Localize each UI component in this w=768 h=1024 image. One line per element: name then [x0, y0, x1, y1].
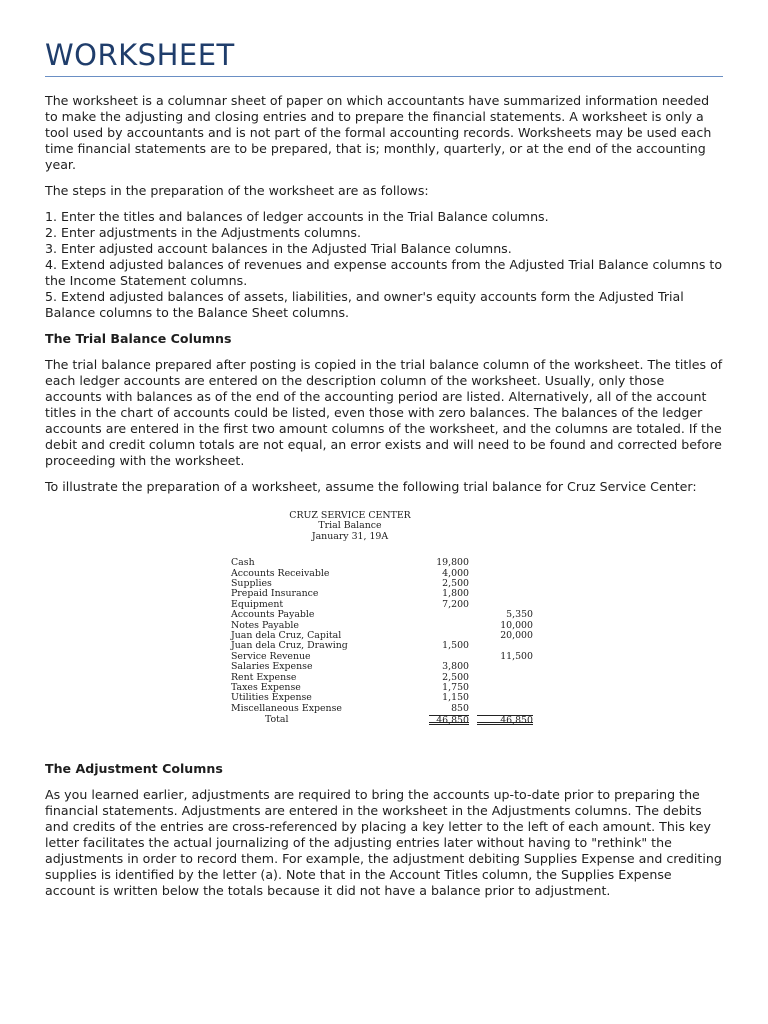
account-cell: Cash — [231, 557, 255, 569]
credit-cell — [469, 673, 533, 683]
credit-cell: 20,000 — [500, 629, 533, 641]
intro-paragraph: The worksheet is a columnar sheet of paper on which accountants have summarized information needed to make the adjusting and closing entries and to prepare the financial statements. A worksheet is only a tool used by accountants and is not part of the formal accounting records. Worksheets may be used each time financial statements are to be prepared, that is; monthly, quarterly, or at the end of the accounting year. — [45, 93, 712, 172]
trial-balance-rows — [231, 558, 541, 714]
steps-list — [45, 209, 723, 321]
credit-cell: 10,000 — [500, 619, 533, 631]
credit-cell — [469, 693, 533, 703]
debit-cell: 7,200 — [442, 598, 469, 610]
trial-balance-header — [195, 511, 505, 542]
adjustments-paragraph: As you learned earlier, adjustments are required to bring the accounts up-to-date prior to preparing the financial statements. Adjustments are entered in the worksheet in the Adjustments columns. The debits and credits of the entries are cross-referenced by placing a key letter to the left of each amount. This key letter facilitates the actual journalizing of the adjusting entries later without having to "rethink" the adjustments in order to record them. For example, the adjustment debiting Supplies Expense and crediting supplies is identified by the letter (a). Note that in the Account Titles column, the Supplies Expense account is written below the totals because it did not have a balance prior to adjustment. — [45, 787, 722, 898]
trial-balance-paragraph: The trial balance prepared after posting is copied in the trial balance column of the worksheet. The titles of each ledger accounts are entered on the description column of the worksheet. Usually, only those accounts with balances as of the end of the accounting period are listed. Alternatively, all of the account titles in the chart of accounts could be listed, even those with zero balances. The balances of the ledger accounts are entered in the first two amount columns of the worksheet, and the columns are totaled. If the debit and credit column totals are not equal, an error exists and will need to be found and corrected before proceeding with the worksheet. — [45, 357, 723, 468]
account-cell: Service Revenue — [231, 650, 311, 662]
debit-cell — [421, 610, 469, 620]
section-heading-adjustments: The Adjustment Columns — [45, 761, 223, 776]
debit-cell: 1,150 — [442, 692, 469, 704]
credit-cell — [469, 589, 533, 599]
debit-cell: 3,800 — [442, 661, 469, 673]
account-cell: Miscellaneous Expense — [231, 702, 342, 714]
account-cell: Rent Expense — [231, 671, 297, 683]
step-item: 1. Enter the titles and balances of ledger accounts in the Trial Balance columns. — [45, 209, 549, 224]
debit-cell: 2,500 — [442, 671, 469, 683]
debit-cell: 850 — [451, 702, 469, 714]
account-cell: Equipment — [231, 598, 284, 610]
total-credit: 46,850 — [477, 715, 533, 725]
title-rule — [45, 76, 723, 77]
table-row — [231, 569, 541, 579]
step-item: 2. Enter adjustments in the Adjustments columns. — [45, 225, 361, 240]
table-row — [231, 704, 541, 714]
step-item: 4. Extend adjusted balances of revenues and expense accounts from the Adjusted Trial Balance columns to the Income Statement columns. — [45, 257, 723, 288]
trial-balance-table — [231, 511, 541, 725]
credit-cell — [469, 704, 533, 714]
credit-cell — [469, 579, 533, 589]
account-cell: Notes Payable — [231, 619, 299, 631]
account-cell: Accounts Receivable — [231, 567, 330, 579]
credit-cell — [469, 683, 533, 693]
total-debit: 46,850 — [429, 715, 469, 725]
table-row — [231, 610, 541, 620]
account-cell: Juan dela Cruz, Drawing — [231, 640, 348, 652]
debit-cell: 4,000 — [442, 567, 469, 579]
table-row — [231, 662, 541, 672]
statement-title: Trial Balance — [318, 520, 382, 532]
credit-cell — [469, 558, 533, 568]
page-title: WORKSHEET — [45, 38, 235, 72]
steps-intro: The steps in the preparation of the worksheet are as follows: — [45, 183, 429, 198]
step-item: 5. Extend adjusted balances of assets, liabilities, and owner's equity accounts form the Adjusted Trial Balance columns to the Balance Sheet columns. — [45, 289, 684, 320]
company-name: CRUZ SERVICE CENTER — [289, 510, 411, 521]
debit-cell: 19,800 — [436, 557, 469, 569]
debit-cell: 1,500 — [442, 640, 469, 652]
credit-cell — [469, 662, 533, 672]
account-cell: Juan dela Cruz, Capital — [231, 629, 342, 641]
trial-balance-figure — [45, 511, 723, 761]
credit-cell — [469, 569, 533, 579]
section-heading-trial-balance: The Trial Balance Columns — [45, 331, 232, 346]
account-cell: Accounts Payable — [231, 609, 315, 621]
step-item: 3. Enter adjusted account balances in the Adjusted Trial Balance columns. — [45, 241, 512, 256]
debit-cell: 1,800 — [442, 588, 469, 600]
trial-balance-total-row — [231, 715, 541, 725]
debit-cell — [421, 621, 469, 631]
account-cell: Supplies — [231, 578, 272, 589]
credit-cell: 5,350 — [506, 609, 533, 621]
illustrate-paragraph: To illustrate the preparation of a worksheet, assume the following trial balance for Cruz Service Center: — [45, 479, 697, 494]
total-label: Total — [265, 714, 289, 726]
credit-cell: 11,500 — [500, 650, 533, 662]
account-cell: Utilities Expense — [231, 692, 312, 704]
account-cell: Salaries Expense — [231, 661, 313, 673]
account-cell: Taxes Expense — [231, 681, 301, 693]
account-cell: Prepaid Insurance — [231, 588, 319, 600]
debit-cell: 2,500 — [442, 578, 469, 589]
debit-cell: 1,750 — [442, 681, 469, 693]
statement-date: January 31, 19A — [311, 530, 389, 542]
